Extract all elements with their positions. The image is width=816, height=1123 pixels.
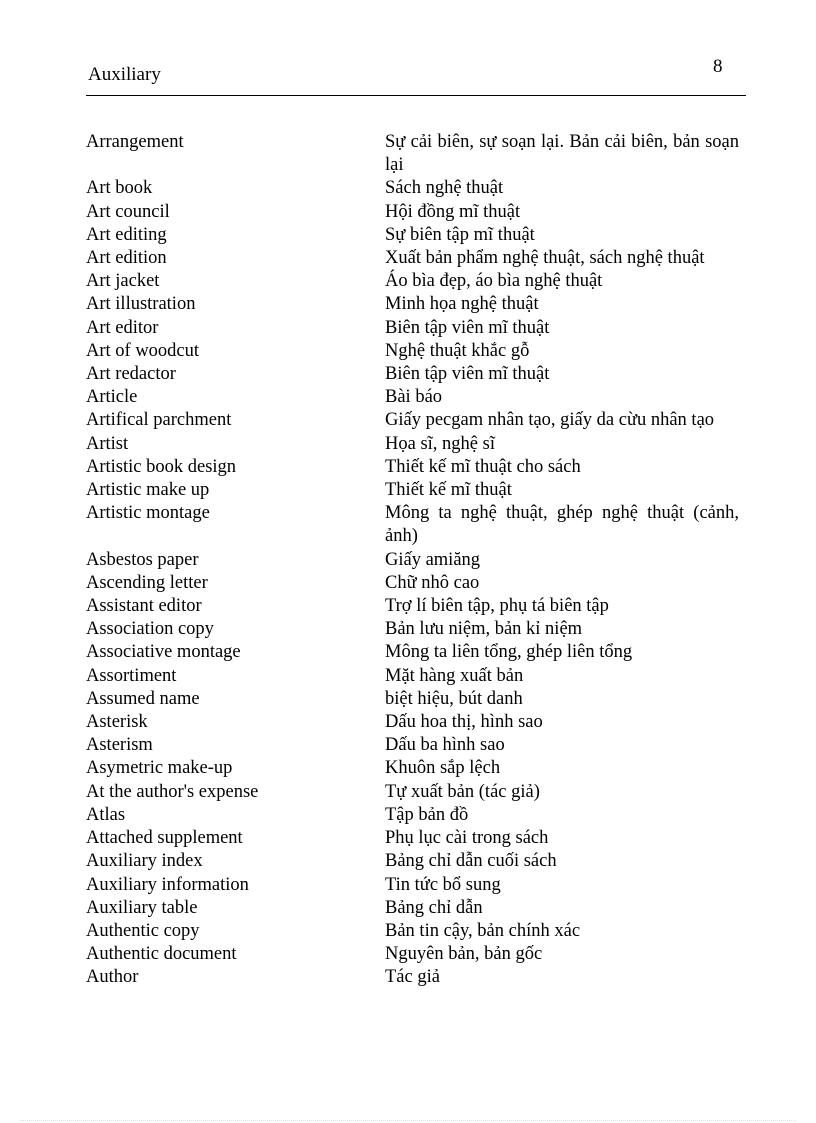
entry-definition: Sự biên tập mĩ thuật — [385, 224, 535, 245]
glossary-entry — [86, 641, 746, 664]
glossary-entry — [86, 317, 746, 340]
glossary-entry — [86, 827, 746, 850]
entry-definition: Bảng chỉ dẫn cuối sách — [385, 851, 557, 872]
entry-term: Association copy — [86, 619, 214, 640]
entry-definition: Bản tin cậy, bản chính xác — [385, 920, 581, 941]
entry-term: Art redactor — [86, 364, 176, 385]
glossary-entry — [86, 270, 746, 293]
glossary-entry — [86, 177, 746, 200]
entry-term: Auxiliary table — [86, 897, 198, 918]
page-bottom-border — [20, 1120, 796, 1121]
entry-term: Author — [86, 967, 139, 988]
glossary-entry — [86, 293, 746, 316]
entry-term: Art jacket — [86, 271, 160, 292]
entry-definition: Sự cải biên, sự soạn lại. Bản cải biên, bản soạn lại — [385, 132, 739, 176]
entry-definition: Họa sĩ, nghệ sĩ — [385, 433, 495, 454]
glossary-entry — [86, 201, 746, 224]
entry-definition: Hội đồng mĩ thuật — [385, 201, 521, 222]
entry-definition: Phụ lục cài trong sách — [385, 828, 549, 849]
glossary-entry — [86, 757, 746, 780]
glossary-entry — [86, 850, 746, 873]
entry-term: Asterisk — [86, 712, 148, 733]
glossary-entry — [86, 131, 746, 177]
glossary-entry — [86, 897, 746, 920]
page-number: 8 — [713, 56, 723, 77]
entry-definition: Thiết kế mĩ thuật cho sách — [385, 456, 581, 477]
entry-definition: Áo bìa đẹp, áo bìa nghệ thuật — [385, 271, 603, 292]
entry-definition: Bản lưu niệm, bản kỉ niệm — [385, 619, 583, 640]
entry-term: Art book — [86, 178, 153, 199]
entry-term: Art council — [86, 201, 170, 222]
entry-definition: Giấy pecgam nhân tạo, giấy da cừu nhân tạo — [385, 410, 715, 431]
glossary-entry — [86, 224, 746, 247]
glossary-entry — [86, 711, 746, 734]
entry-term: Authentic copy — [86, 920, 200, 941]
entry-definition: Mặt hàng xuất bản — [385, 665, 524, 686]
entry-term: Asbestos paper — [86, 549, 199, 570]
glossary-entry — [86, 595, 746, 618]
glossary-entry — [86, 781, 746, 804]
entry-definition: Nguyên bản, bản gốc — [385, 944, 543, 965]
entry-term: Attached supplement — [86, 828, 243, 849]
entry-definition: Giấy amiăng — [385, 549, 481, 570]
entry-definition: Biên tập viên mĩ thuật — [385, 364, 550, 385]
glossary-entry — [86, 340, 746, 363]
entry-definition: Tập bản đồ — [385, 804, 469, 825]
entry-definition: Bài báo — [385, 387, 443, 408]
glossary-entry — [86, 572, 746, 595]
glossary-entry — [86, 386, 746, 409]
entry-definition: Mông ta liên tổng, ghép liên tổng — [385, 642, 633, 663]
entry-definition: Tác giả — [385, 967, 440, 988]
entry-definition: Bảng chỉ dẫn — [385, 897, 483, 918]
entry-definition: Khuôn sắp lệch — [385, 758, 501, 779]
glossary-entry — [86, 688, 746, 711]
glossary-entry — [86, 502, 746, 548]
glossary-entry — [86, 920, 746, 943]
entry-definition: Dấu hoa thị, hình sao — [385, 712, 543, 733]
entry-definition: Trợ lí biên tập, phụ tá biên tập — [385, 596, 609, 617]
entry-term: Artifical parchment — [86, 410, 232, 431]
entry-term: Ascending letter — [86, 572, 208, 593]
glossary-entry — [86, 874, 746, 897]
entry-term: Art of woodcut — [86, 340, 200, 361]
running-header-title: Auxiliary — [88, 64, 161, 85]
entry-term: Art edition — [86, 248, 167, 269]
entry-term: At the author's expense — [86, 781, 259, 802]
glossary-entry — [86, 409, 746, 432]
glossary-entry — [86, 549, 746, 572]
entry-term: Art editing — [86, 224, 167, 245]
glossary-entry — [86, 804, 746, 827]
entry-term: Atlas — [86, 804, 126, 825]
entry-definition: biệt hiệu, bút danh — [385, 688, 523, 709]
glossary-entry — [86, 618, 746, 641]
entry-term: Auxiliary index — [86, 851, 203, 872]
glossary-entry — [86, 943, 746, 966]
entry-term: Assortiment — [86, 665, 177, 686]
entry-term: Assistant editor — [86, 596, 202, 617]
entry-term: Artistic montage — [86, 503, 210, 524]
entry-definition: Biên tập viên mĩ thuật — [385, 317, 550, 338]
glossary-entry — [86, 363, 746, 386]
entry-definition: Chữ nhô cao — [385, 572, 480, 593]
glossary-entry — [86, 966, 746, 989]
entry-term: Authentic document — [86, 944, 237, 965]
entry-term: Assumed name — [86, 688, 200, 709]
entry-definition: Thiết kế mĩ thuật — [385, 480, 512, 501]
entry-term: Artistic make up — [86, 480, 210, 501]
entry-definition: Mông ta nghệ thuật, ghép nghệ thuật (cảnh, ảnh) — [385, 503, 739, 547]
glossary-entry — [86, 247, 746, 270]
entry-term: Art editor — [86, 317, 159, 338]
glossary-entry — [86, 433, 746, 456]
entry-term: Arrangement — [86, 132, 184, 152]
entry-term: Artistic book design — [86, 456, 237, 477]
entry-term: Associative montage — [86, 642, 241, 663]
entry-definition: Minh họa nghệ thuật — [385, 294, 539, 315]
glossary-entry — [86, 479, 746, 502]
glossary-entry — [86, 665, 746, 688]
glossary-entry — [86, 734, 746, 757]
entry-term: Asterism — [86, 735, 153, 756]
entry-term: Auxiliary information — [86, 874, 249, 895]
entry-term: Art illustration — [86, 294, 196, 315]
entry-definition: Nghệ thuật khắc gỗ — [385, 340, 530, 361]
entry-definition: Tin tức bổ sung — [385, 874, 501, 895]
header-rule — [86, 95, 746, 96]
entry-definition: Dấu ba hình sao — [385, 735, 505, 756]
entry-definition: Sách nghệ thuật — [385, 178, 504, 199]
entry-definition: Tự xuất bản (tác giả) — [385, 781, 540, 802]
entry-term: Artist — [86, 433, 129, 454]
entry-term: Asymetric make-up — [86, 758, 233, 779]
entry-term: Article — [86, 387, 138, 408]
glossary-entry — [86, 456, 746, 479]
entry-definition: Xuất bản phẩm nghệ thuật, sách nghệ thuật — [385, 248, 705, 269]
glossary-list — [86, 131, 746, 990]
